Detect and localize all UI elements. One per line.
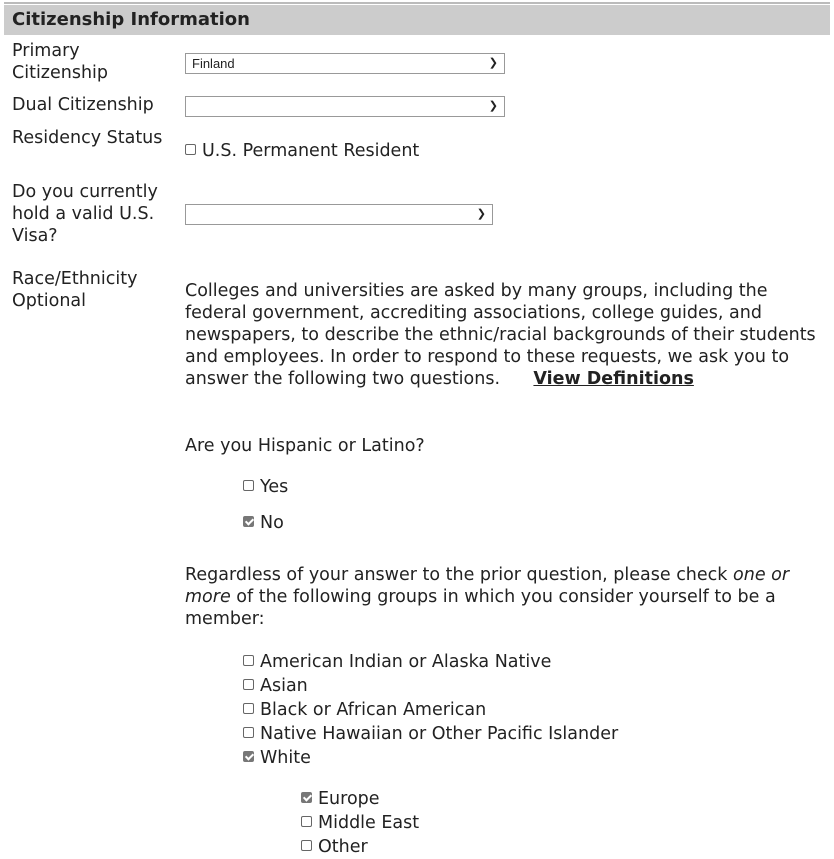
group-native-hawaiian[interactable] <box>243 722 618 746</box>
option-label: Native Hawaiian or Other Pacific Islander <box>260 724 619 744</box>
checkbox[interactable] <box>301 840 312 851</box>
group-asian[interactable] <box>243 674 618 698</box>
visa-select[interactable] <box>185 204 493 225</box>
top-border <box>4 2 830 4</box>
chevron-down-icon: ❯ <box>488 57 498 69</box>
chevron-down-icon: ❯ <box>488 100 498 112</box>
subgroup-middle-east[interactable] <box>301 811 419 835</box>
chevron-down-icon: ❯ <box>476 208 486 220</box>
checkbox[interactable] <box>243 751 254 762</box>
race-intro-text: Colleges and universities are asked by many groups, including the federal government, accrediting associations, college guides, and newspapers, to describe the ethnic/racial backgrounds of their students and employees. In order to respond to these requests, we ask you to answer the following two questions. <box>185 281 816 389</box>
option-label: No <box>260 513 284 533</box>
checkbox[interactable] <box>243 655 254 666</box>
option-label: White <box>260 748 311 768</box>
hispanic-yes-checkbox[interactable] <box>243 480 254 491</box>
groups-question-post: of the following groups in which you consider yourself to be a member: <box>185 587 776 629</box>
permanent-resident-label: U.S. Permanent Resident <box>202 141 420 161</box>
checkbox[interactable] <box>243 679 254 690</box>
option-label: Middle East <box>318 813 420 833</box>
subgroup-europe[interactable] <box>301 787 419 811</box>
dual-citizenship-select[interactable] <box>185 96 505 117</box>
primary-citizenship-value: Finland <box>192 56 235 71</box>
checkbox[interactable] <box>301 816 312 827</box>
primary-citizenship-label: Primary Citizenship <box>12 41 109 83</box>
option-label: Black or African American <box>260 700 487 720</box>
hispanic-no-checkbox[interactable] <box>243 516 254 527</box>
groups-question-pre: Regardless of your answer to the prior question, please check <box>185 565 728 585</box>
group-white[interactable] <box>243 746 618 770</box>
groups-question <box>185 564 805 630</box>
permanent-resident-option[interactable] <box>185 139 419 163</box>
group-american-indian[interactable] <box>243 650 618 674</box>
checkbox[interactable] <box>301 792 312 803</box>
subgroup-other[interactable] <box>301 835 419 859</box>
primary-citizenship-select[interactable] <box>185 53 505 74</box>
residency-status-label: Residency Status <box>12 128 163 148</box>
permanent-resident-checkbox[interactable] <box>185 144 196 155</box>
race-intro <box>185 280 830 390</box>
hispanic-no-option[interactable] <box>243 511 284 535</box>
checkbox[interactable] <box>243 727 254 738</box>
white-subgroups-list <box>301 787 419 859</box>
section-header: Citizenship Information <box>4 5 830 35</box>
race-ethnicity-label: Race/Ethnicity Optional <box>12 269 138 311</box>
checkbox[interactable] <box>243 703 254 714</box>
option-label: Other <box>318 837 368 857</box>
hispanic-question: Are you Hispanic or Latino? <box>185 436 425 456</box>
option-label: American Indian or Alaska Native <box>260 652 552 672</box>
group-black[interactable] <box>243 698 618 722</box>
dual-citizenship-label: Dual Citizenship <box>12 95 154 115</box>
option-label: Yes <box>260 477 289 497</box>
view-definitions-link[interactable]: View Definitions <box>533 369 694 389</box>
race-groups-list <box>243 650 618 770</box>
option-label: Asian <box>260 676 308 696</box>
option-label: Europe <box>318 789 380 809</box>
visa-label: Do you currently hold a valid U.S. Visa? <box>12 182 158 246</box>
hispanic-yes-option[interactable] <box>243 475 288 499</box>
groups-question-em: one or more <box>185 565 790 607</box>
